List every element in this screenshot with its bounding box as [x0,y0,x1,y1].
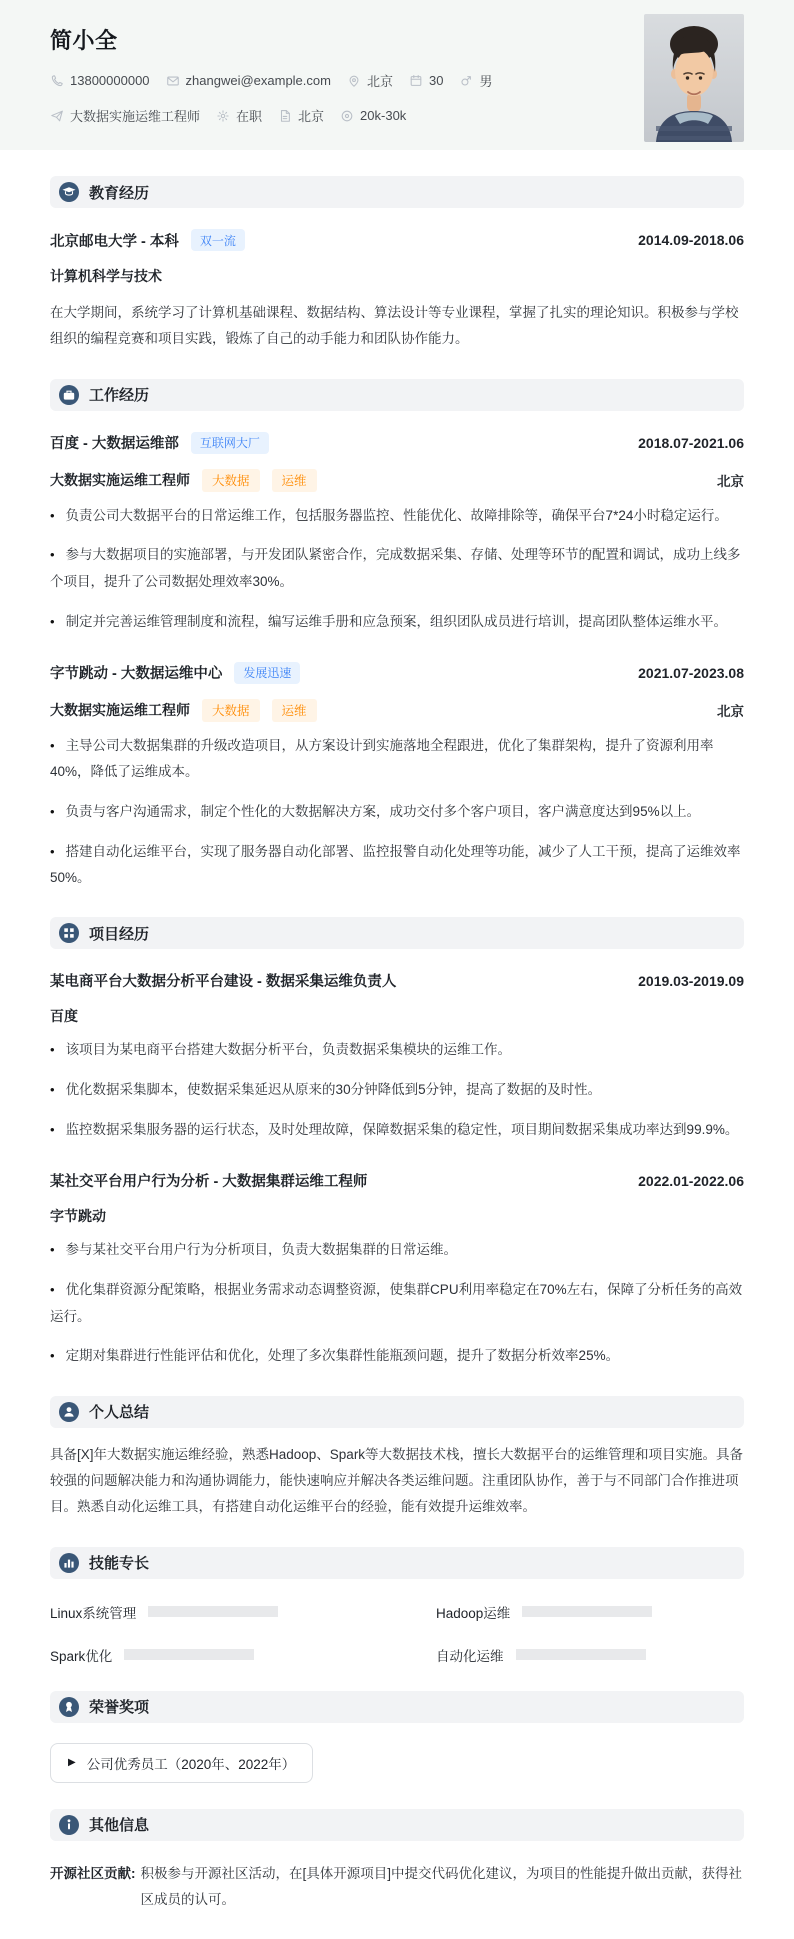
contact-position-text: 大数据实施运维工程师 [70,109,201,124]
contact-salary-text: 20k-30k [360,108,407,123]
skill-item [436,1645,744,1665]
gender-icon [459,74,473,88]
info-icon [59,1815,79,1835]
resume-header [0,0,794,150]
contact-city [347,71,393,90]
project-bullet [50,1117,744,1143]
project-bullet-text: 优化数据采集脚本，使数据采集延迟从原来的30分钟降低到5分钟，提高了数据的及时性。 [65,1082,602,1098]
project-bullet-text: 定期对集群进行性能评估和优化，处理了多次集群性能瓶颈问题，提升了数据分析效率25%。 [65,1348,620,1364]
bullet-dot: • [50,1282,55,1298]
bullet-dot: • [50,737,55,753]
bullet-dot: • [50,547,55,563]
job-date: 2018.07-2021.06 [638,434,744,451]
company-name: 字节跳动 - 大数据运维中心 [50,666,223,683]
job-bullet-text: 负责与客户沟通需求，制定个性化的大数据解决方案，成功交付多个客户项目，客户满意度达到95%以上。 [65,804,701,819]
section-title-skills: 技能专长 [89,1555,150,1573]
contact-age [409,73,443,88]
job-location: 北京 [717,704,744,720]
section-skills-header [50,1547,744,1579]
section-awards-header [50,1691,744,1723]
contact-gender-text: 男 [479,74,493,89]
briefcase-icon [59,385,79,405]
medal-icon [59,1697,79,1717]
contact-gender [459,71,492,90]
work-icon [59,385,79,405]
project-bullet [50,1343,744,1369]
section-title-education: 教育经历 [89,184,150,202]
job-date: 2021.07-2023.08 [638,664,744,681]
section-title-projects: 项目经历 [89,925,150,943]
skills-grid [50,1602,744,1665]
bullet-dot: • [50,1122,55,1138]
contact-salary [340,108,406,123]
job-tag: 运维 [272,699,317,722]
project-company: 百度 [50,1008,78,1025]
section-education-header [50,176,744,208]
bullet-dot: • [50,843,55,859]
skill-name: Spark优化 [50,1648,113,1664]
skill-bar [124,1649,254,1660]
company-badge: 发展迅速 [234,662,300,684]
education-icon [59,182,79,202]
section-title-other: 其他信息 [89,1817,150,1835]
expand-arrow-icon[interactable]: ▶ [68,1757,76,1769]
project-bullet-text: 优化集群资源分配策略，根据业务需求动态调整资源，使集群CPU利用率稳定在70%左右，保障了分析任务的高效运行。 [50,1282,743,1324]
bullet-dot: • [50,613,55,629]
job-tag: 大数据 [202,469,260,492]
section-summary-header [50,1396,744,1428]
section-title-work: 工作经历 [89,387,150,405]
skill-name: Hadoop运维 [436,1605,511,1621]
project-bullet-text: 该项目为某电商平台搭建大数据分析平台，负责数据采集模块的运维工作。 [65,1042,512,1058]
skill-bar [516,1649,646,1660]
project-date: 2022.01-2022.06 [638,1172,744,1189]
job-role-row [50,469,744,492]
skill-name: 自动化运维 [436,1648,504,1664]
projects-icon [59,923,79,943]
job-bullet [50,609,744,635]
project-company-row [50,1206,744,1226]
job-bullet-text: 参与大数据项目的实施部署，与开发团队紧密合作，完成数据采集、存储、处理等环节的配置和调试，成功上线多个项目，提升了公司数据处理效率30%。 [50,547,741,589]
job-entry-head [50,432,744,454]
city-icon [278,109,292,123]
award-text: 公司优秀员工（2020年、2022年） [86,1756,296,1772]
other-info-row [50,1861,744,1914]
status-icon [216,109,230,123]
awards-icon [59,1697,79,1717]
job-bullet [50,542,744,595]
job-bullet-text: 负责公司大数据平台的日常运维工作，包括服务器监控、性能优化、故障排除等，确保平台7*24小时稳定运行。 [65,507,728,523]
job-role: 大数据实施运维工程师 [50,472,190,489]
skill-item [436,1602,744,1622]
skill-item [50,1645,358,1665]
project-bullet [50,1277,744,1330]
education-entry-head [50,229,744,251]
contact-row-2 [50,106,744,125]
education-major-row [50,266,744,286]
education-date: 2014.09-2018.06 [638,232,744,248]
contact-status [216,106,262,125]
job-bullet-text: 主导公司大数据集群的升级改造项目，从方案设计到实施落地全程跟进，优化了集群架构，提升了资源利用率40%，降低了运维成本。 [50,737,714,780]
contact-row-1 [50,71,744,90]
other-info-text: 积极参与开源社区活动，在[具体开源项目]中提交代码优化建议，为项目的性能提升做出贡献，获得社区成员的认可。 [140,1865,743,1907]
person-icon [59,1402,79,1422]
project-name: 某电商平台大数据分析平台建设 - 数据采集运维负责人 [50,974,397,991]
contact-work-city-text: 北京 [298,109,325,124]
summary-text: 具备[X]年大数据实施运维经验，熟悉Hadoop、Spark等大数据技术栈，擅长大数据平台的运维管理和项目实施。具备较强的问题解决能力和沟通协调能力，能快速响应并解决各类运维问题。注重团队协作，善于与不同部门合作推进项目。熟悉自动化运维工具，有搭建自动化运维平台的经验，能有效提升运维效率。 [50,1446,744,1515]
summary-icon [59,1402,79,1422]
job-role: 大数据实施运维工程师 [50,702,190,719]
school-name: 北京邮电大学 - 本科 [50,233,179,250]
job-bullet [50,799,744,825]
section-title-summary: 个人总结 [89,1404,150,1422]
project-company-row [50,1006,744,1026]
section-title-awards: 荣誉奖项 [89,1699,150,1717]
age-icon [409,74,423,88]
bar-chart-icon [59,1553,79,1573]
phone-icon [50,74,64,88]
project-name: 某社交平台用户行为分析 - 大数据集群运维工程师 [50,1174,368,1191]
project-bullet-text: 监控数据采集服务器的运行状态，及时处理故障，保障数据采集的稳定性，项目期间数据采集成功率达到99.9%。 [65,1122,739,1138]
other-info-icon [59,1815,79,1835]
resume-body [0,176,794,1939]
bullet-dot: • [50,1348,55,1364]
project-company: 字节跳动 [50,1208,106,1225]
project-bullet [50,1237,744,1263]
contact-position [50,106,200,125]
job-bullet [50,503,744,529]
location-icon [347,74,361,88]
project-date: 2019.03-2019.09 [638,972,744,989]
project-entry-head [50,970,744,991]
bullet-dot: • [50,804,55,819]
job-bullet-text: 搭建自动化运维平台，实现了服务器自动化部署、监控报警自动化处理等功能，减少了人工干预，提高了运维效率50%。 [50,843,741,886]
mail-icon [166,74,180,88]
award-item-toggle[interactable] [50,1743,313,1783]
contact-city-text: 北京 [366,74,393,89]
skill-item [50,1602,358,1622]
project-entry-head [50,1170,744,1191]
job-entry-head [50,662,744,684]
education-description: 在大学期间，系统学习了计算机基础课程、数据结构、算法设计等专业课程，掌握了扎实的理论知识。积极参与学校组织的编程竞赛和项目实践，锻炼了自己的动手能力和团队协作能力。 [50,305,739,347]
contact-phone [50,73,150,88]
company-badge: 互联网大厂 [191,432,269,454]
job-location: 北京 [717,474,744,490]
graduation-cap-icon [59,182,79,202]
section-work-header [50,379,744,411]
school-badge: 双一流 [191,229,245,251]
skill-bar [148,1606,278,1617]
job-role-row [50,699,744,722]
contact-status-text: 在职 [236,109,263,124]
section-projects-header [50,917,744,949]
job-bullet [50,839,744,892]
contact-age-text: 30 [428,73,444,88]
candidate-name: 简小全 [50,28,118,53]
portrait-illustration [644,14,744,142]
contact-email-text: zhangwei@example.com [185,73,331,88]
project-bullet [50,1037,744,1063]
bullet-dot: • [50,507,55,523]
contact-email [166,73,331,88]
project-bullet [50,1077,744,1103]
bullet-dot: • [50,1082,55,1098]
project-bullet-text: 参与某社交平台用户行为分析项目，负责大数据集群的日常运维。 [65,1242,458,1258]
company-name: 百度 - 大数据运维部 [50,436,179,453]
bullet-dot: • [50,1242,55,1258]
grid-icon [59,923,79,943]
salary-icon [340,109,354,123]
position-icon [50,109,64,123]
job-bullet [50,733,744,786]
section-other-header [50,1809,744,1841]
contact-phone-text: 13800000000 [70,73,150,88]
major-name: 计算机科学与技术 [50,268,162,284]
skill-bar [522,1606,652,1617]
job-tag: 大数据 [202,699,260,722]
job-tag: 运维 [272,469,317,492]
skills-icon [59,1553,79,1573]
contact-work-city [278,106,324,125]
other-info-label: 开源社区贡献: [50,1865,136,1881]
skill-name: Linux系统管理 [50,1605,137,1621]
job-bullet-text: 制定并完善运维管理制度和流程，编写运维手册和应急预案，组织团队成员进行培训，提高团队整体运维水平。 [65,613,728,629]
candidate-photo [644,14,744,142]
bullet-dot: • [50,1042,55,1058]
